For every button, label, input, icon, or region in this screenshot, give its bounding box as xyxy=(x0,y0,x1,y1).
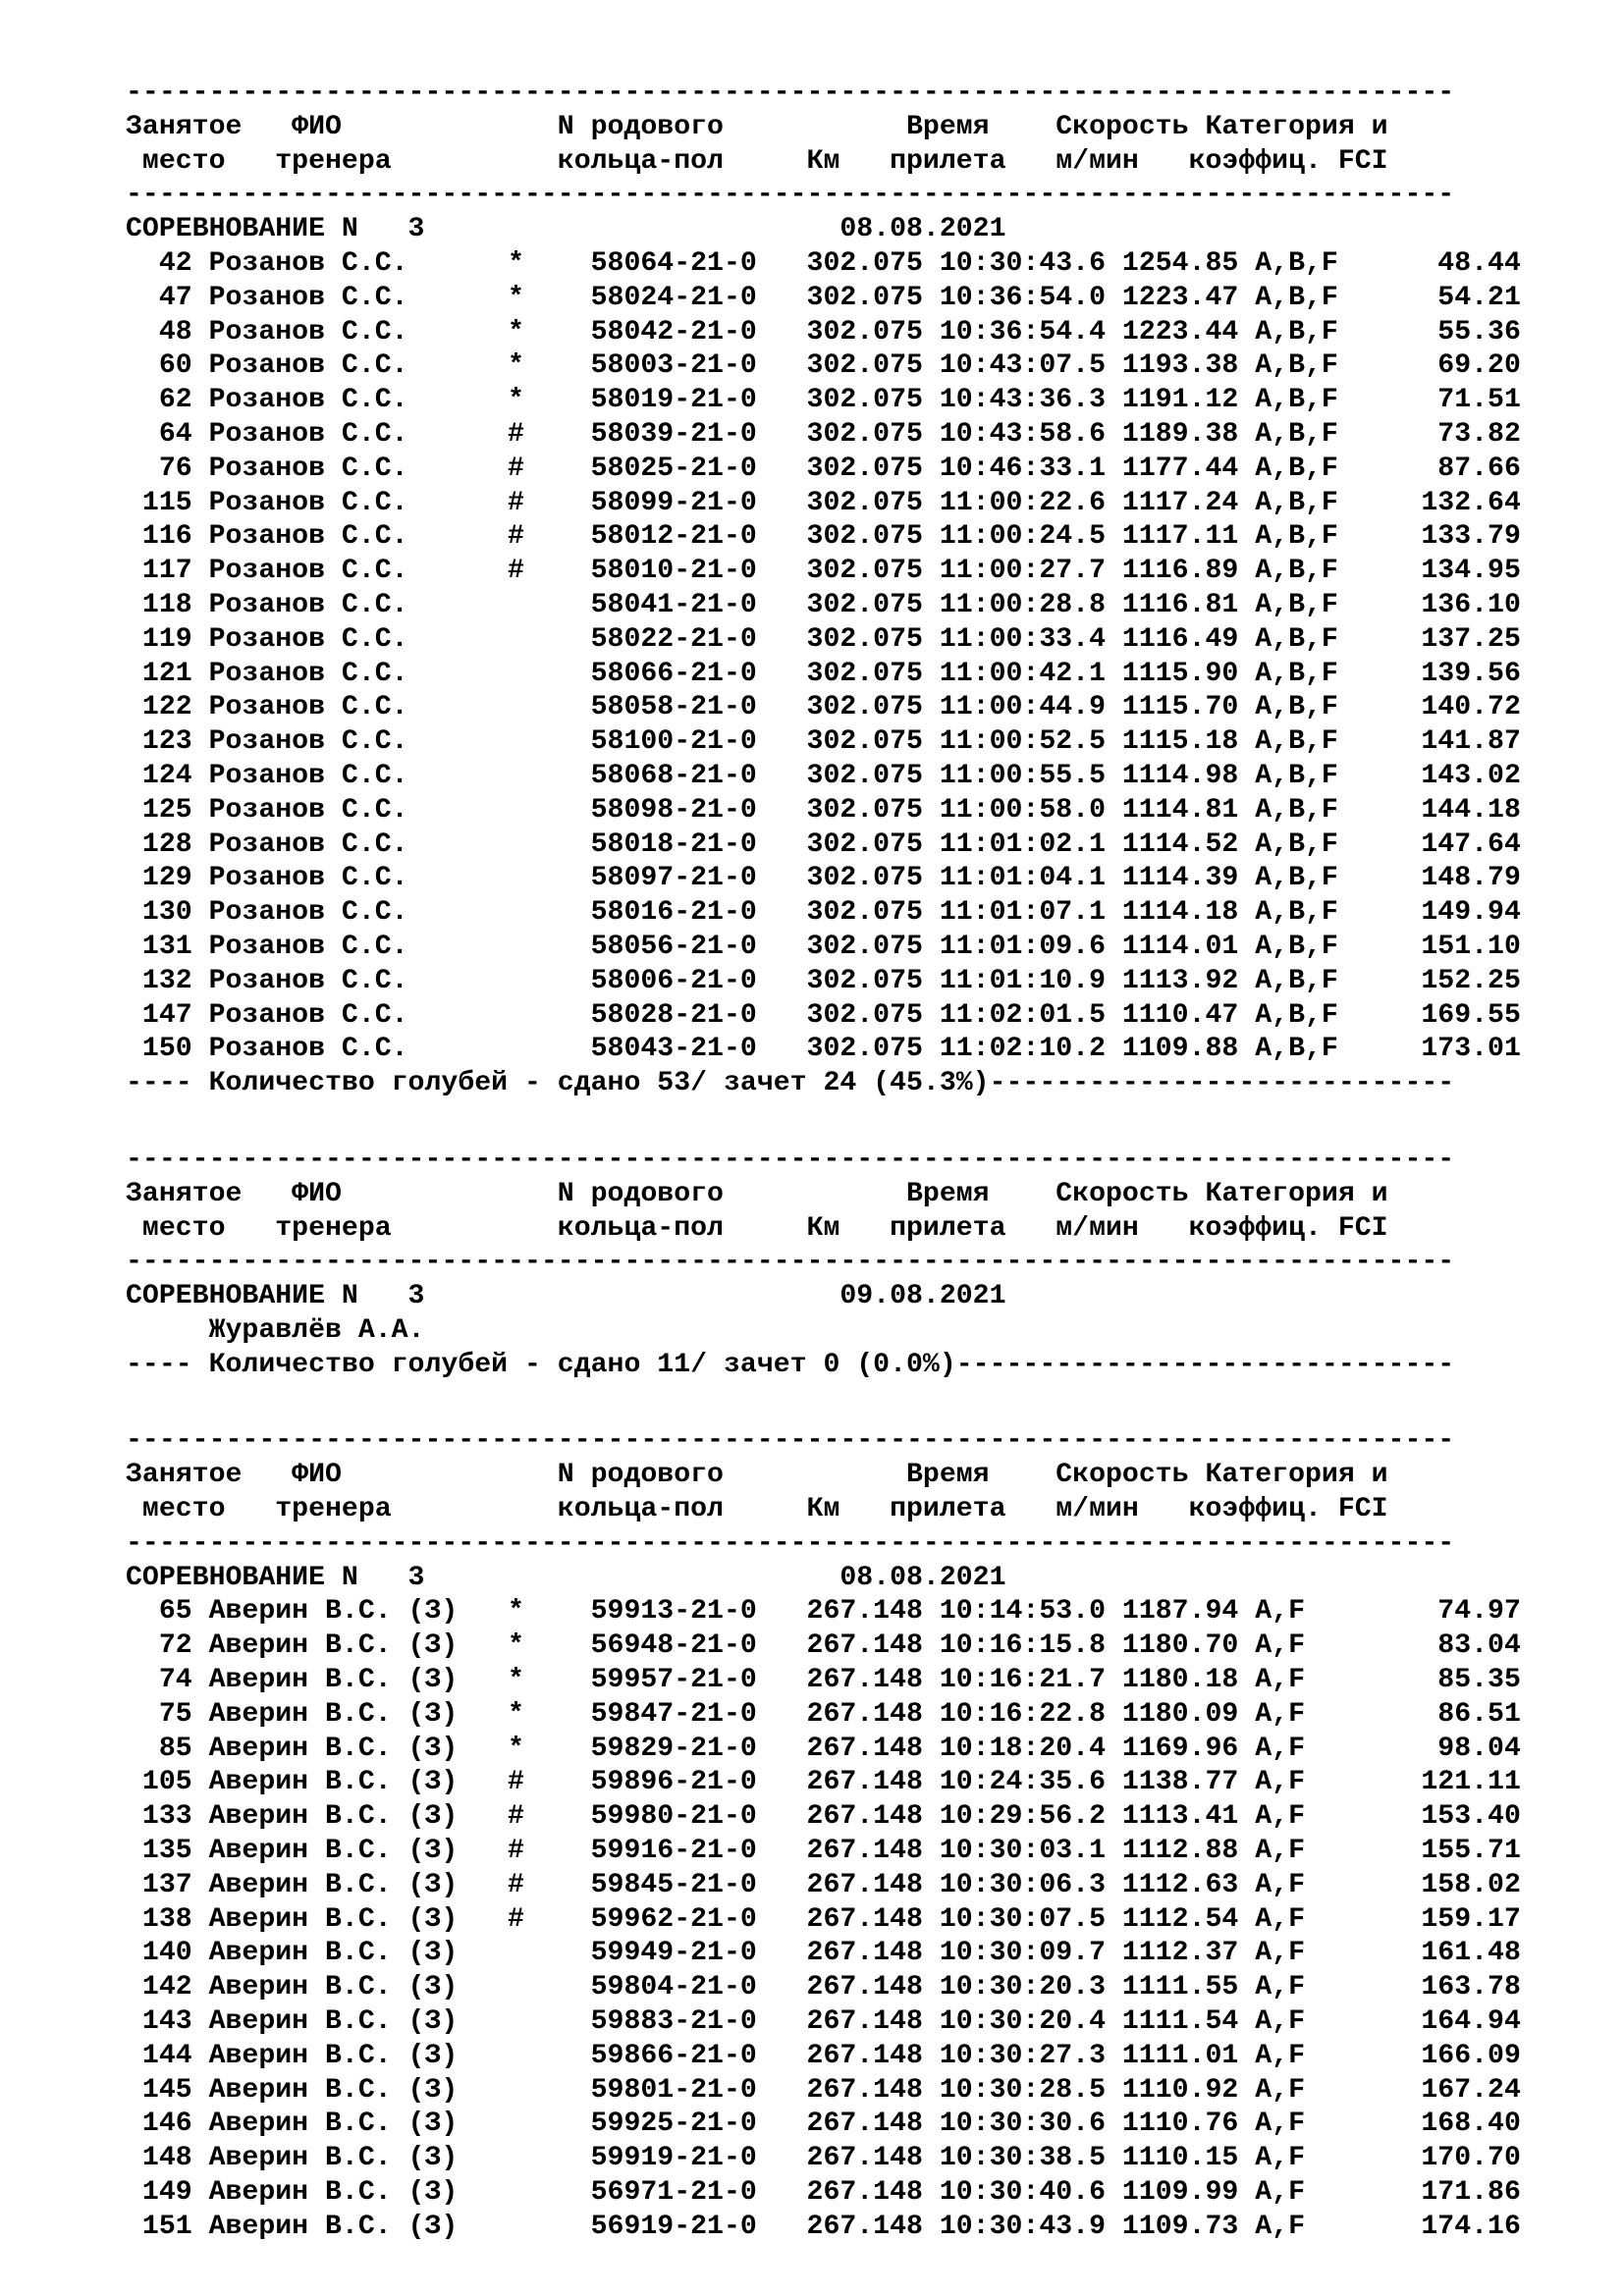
table-row: 117 Розанов С.С. # 58010-21-0 302.075 11:00:27.7 1116.89 A,B,F 134.95 xyxy=(126,556,1521,587)
table-row: 142 Аверин В.С. (З) 59804-21-0 267.148 10:30:20.3 1111.55 A,F 163.78 xyxy=(126,1972,1521,2003)
table-row: 129 Розанов С.С. 58097-21-0 302.075 11:01:04.1 1114.39 A,B,F 148.79 xyxy=(126,863,1521,894)
table-row: 42 Розанов С.С. * 58064-21-0 302.075 10:30:43.6 1254.85 A,B,F 48.44 xyxy=(126,247,1521,279)
table-row: 128 Розанов С.С. 58018-21-0 302.075 11:01:02.1 1114.52 A,B,F 147.64 xyxy=(126,828,1521,860)
table-row: 144 Аверин В.С. (З) 59866-21-0 267.148 10:30:27.3 1111.01 A,F 166.09 xyxy=(126,2040,1521,2071)
table-row: 138 Аверин В.С. (З) # 59962-21-0 267.148 10:30:07.5 1112.54 A,F 159.17 xyxy=(126,1903,1521,1935)
competition-title: СОРЕВНОВАНИЕ N 3 09.08.2021 xyxy=(126,1281,1006,1312)
rule-line: -------------------------------------------------------------------------------- xyxy=(126,1247,1455,1278)
table-row: 48 Розанов С.С. * 58042-21-0 302.075 10:36:54.4 1223.44 A,B,F 55.36 xyxy=(126,316,1521,347)
rule-line: -------------------------------------------------------------------------------- xyxy=(126,1527,1455,1559)
header-line-1: Занятое ФИО N родового Время Скорость Категория и xyxy=(126,1460,1388,1491)
summary-line: ---- Количество голубей - сдано 11/ зачет 0 (0.0%)------------------------------ xyxy=(126,1349,1455,1380)
table-row: 130 Розанов С.С. 58016-21-0 302.075 11:01:07.1 1114.18 A,B,F 149.94 xyxy=(126,897,1521,929)
table-row: 118 Розанов С.С. 58041-21-0 302.075 11:00:28.8 1116.81 A,B,F 136.10 xyxy=(126,589,1521,620)
table-row: 122 Розанов С.С. 58058-21-0 302.075 11:00:44.9 1115.70 A,B,F 140.72 xyxy=(126,692,1521,723)
table-row: 123 Розанов С.С. 58100-21-0 302.075 11:00:52.5 1115.18 A,B,F 141.87 xyxy=(126,726,1521,758)
header-line-2: место тренера кольца-пол Км прилета м/мин коэффиц. FCI xyxy=(126,1494,1388,1525)
rule-line: -------------------------------------------------------------------------------- xyxy=(126,1425,1455,1457)
table-row: 74 Аверин В.С. (З) * 59957-21-0 267.148 10:16:21.7 1180.18 A,F 85.35 xyxy=(126,1665,1521,1696)
table-row: 146 Аверин В.С. (З) 59925-21-0 267.148 10:30:30.6 1110.76 A,F 168.40 xyxy=(126,2109,1521,2140)
table-row: 137 Аверин В.С. (З) # 59845-21-0 267.148 10:30:06.3 1112.63 A,F 158.02 xyxy=(126,1869,1521,1900)
table-row: 105 Аверин В.С. (З) # 59896-21-0 267.148 10:24:35.6 1138.77 A,F 121.11 xyxy=(126,1767,1521,1798)
table-row: 149 Аверин В.С. (З) 56971-21-0 267.148 10:30:40.6 1109.99 A,F 171.86 xyxy=(126,2177,1521,2209)
table-row: 116 Розанов С.С. # 58012-21-0 302.075 11:00:24.5 1117.11 A,B,F 133.79 xyxy=(126,521,1521,553)
header-line-2: место тренера кольца-пол Км прилета м/мин коэффиц. FCI xyxy=(126,145,1388,177)
header-line-2: место тренера кольца-пол Км прилета м/мин коэффиц. FCI xyxy=(126,1212,1388,1244)
table-row: 85 Аверин В.С. (З) * 59829-21-0 267.148 10:18:20.4 1169.96 A,F 98.04 xyxy=(126,1733,1521,1764)
section-gap xyxy=(126,1101,1521,1144)
table-row: 115 Розанов С.С. # 58099-21-0 302.075 11:00:22.6 1117.24 A,B,F 132.64 xyxy=(126,487,1521,518)
table-row: 147 Розанов С.С. 58028-21-0 302.075 11:02:01.5 1110.47 A,B,F 169.55 xyxy=(126,999,1521,1031)
rule-line: -------------------------------------------------------------------------------- xyxy=(126,78,1455,108)
table-row: 76 Розанов С.С. # 58025-21-0 302.075 10:46:33.1 1177.44 A,B,F 87.66 xyxy=(126,453,1521,484)
rule-line: -------------------------------------------------------------------------------- xyxy=(126,1144,1455,1175)
table-row: 60 Розанов С.С. * 58003-21-0 302.075 10:43:07.5 1193.38 A,B,F 69.20 xyxy=(126,350,1521,382)
table-row: 75 Аверин В.С. (З) * 59847-21-0 267.148 10:16:22.8 1180.09 A,F 86.51 xyxy=(126,1698,1521,1730)
rule-line: -------------------------------------------------------------------------------- xyxy=(126,180,1455,211)
table-row: 133 Аверин В.С. (З) # 59980-21-0 267.148 10:29:56.2 1113.41 A,F 153.40 xyxy=(126,1801,1521,1833)
table-row: 150 Розанов С.С. 58043-21-0 302.075 11:02:10.2 1109.88 A,B,F 173.01 xyxy=(126,1034,1521,1065)
table-row: 140 Аверин В.С. (З) 59949-21-0 267.148 10:30:09.7 1112.37 A,F 161.48 xyxy=(126,1938,1521,1969)
results-document xyxy=(126,77,1521,2245)
section-gap xyxy=(126,1382,1521,1424)
table-row: 151 Аверин В.С. (З) 56919-21-0 267.148 10:30:43.9 1109.73 A,F 174.16 xyxy=(126,2211,1521,2242)
table-row: 65 Аверин В.С. (З) * 59913-21-0 267.148 10:14:53.0 1187.94 A,F 74.97 xyxy=(126,1596,1521,1628)
table-row: 131 Розанов С.С. 58056-21-0 302.075 11:01:09.6 1114.01 A,B,F 151.10 xyxy=(126,931,1521,962)
table-row: 125 Розанов С.С. 58098-21-0 302.075 11:00:58.0 1114.81 A,B,F 144.18 xyxy=(126,794,1521,826)
table-row: Журавлёв А.А. xyxy=(126,1314,425,1346)
table-row: 135 Аверин В.С. (З) # 59916-21-0 267.148 10:30:03.1 1112.88 A,F 155.71 xyxy=(126,1836,1521,1867)
table-row: 121 Розанов С.С. 58066-21-0 302.075 11:00:42.1 1115.90 A,B,F 139.56 xyxy=(126,658,1521,689)
competition-title: СОРЕВНОВАНИЕ N 3 08.08.2021 xyxy=(126,214,1006,245)
table-row: 47 Розанов С.С. * 58024-21-0 302.075 10:36:54.0 1223.47 A,B,F 54.21 xyxy=(126,282,1521,313)
table-row: 148 Аверин В.С. (З) 59919-21-0 267.148 10:30:38.5 1110.15 A,F 170.70 xyxy=(126,2143,1521,2174)
competition-title: СОРЕВНОВАНИЕ N 3 08.08.2021 xyxy=(126,1562,1006,1593)
table-row: 124 Розанов С.С. 58068-21-0 302.075 11:00:55.5 1114.98 A,B,F 143.02 xyxy=(126,760,1521,791)
table-row: 143 Аверин В.С. (З) 59883-21-0 267.148 10:30:20.4 1111.54 A,F 164.94 xyxy=(126,2006,1521,2038)
table-row: 119 Розанов С.С. 58022-21-0 302.075 11:00:33.4 1116.49 A,B,F 137.25 xyxy=(126,623,1521,655)
table-row: 132 Розанов С.С. 58006-21-0 302.075 11:01:10.9 1113.92 A,B,F 152.25 xyxy=(126,965,1521,996)
header-line-1: Занятое ФИО N родового Время Скорость Категория и xyxy=(126,1178,1388,1209)
summary-line: ---- Количество голубей - сдано 53/ зачет 24 (45.3%)---------------------------- xyxy=(126,1068,1455,1099)
table-row: 62 Розанов С.С. * 58019-21-0 302.075 10:43:36.3 1191.12 A,B,F 71.51 xyxy=(126,385,1521,416)
header-line-1: Занятое ФИО N родового Время Скорость Категория и xyxy=(126,111,1388,142)
table-row: 72 Аверин В.С. (З) * 56948-21-0 267.148 10:16:15.8 1180.70 A,F 83.04 xyxy=(126,1630,1521,1662)
table-row: 145 Аверин В.С. (З) 59801-21-0 267.148 10:30:28.5 1110.92 A,F 167.24 xyxy=(126,2074,1521,2106)
table-row: 64 Розанов С.С. # 58039-21-0 302.075 10:43:58.6 1189.38 A,B,F 73.82 xyxy=(126,418,1521,450)
